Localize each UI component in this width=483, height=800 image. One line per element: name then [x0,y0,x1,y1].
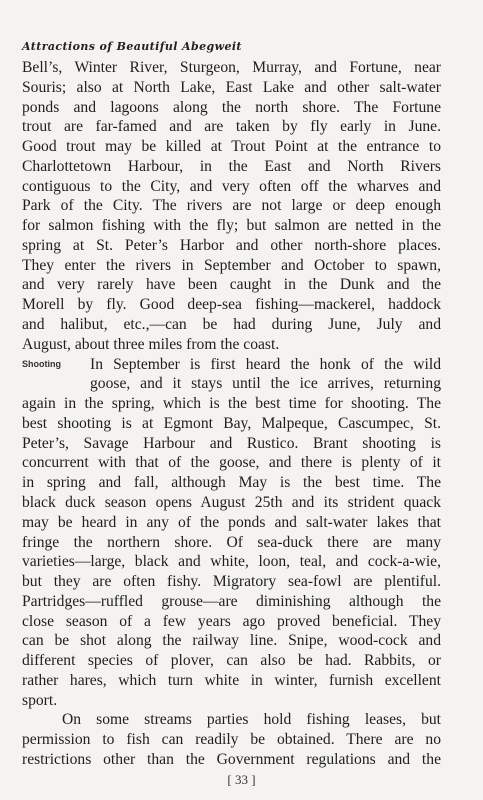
text-line: and halibut, etc.,—can be had during June, July and [22,316,441,334]
text-line: rather hares, which turn white in winter, furnish excellent [22,671,441,689]
text-line: Souris; also at North Lake, East Lake and other salt-water [22,78,441,96]
text-line: permission to fish can readily be obtained. There are no [22,731,441,749]
page-number: [ 33 ] [227,772,256,787]
text-line: contiguous to the City, and very often off the wharves and [22,177,441,195]
text-line: can be shot along the railway line. Snipe, wood-cock and [22,632,441,650]
text-line: best shooting is at Egmont Bay, Malpeque, Cascumpec, St. [22,414,441,432]
text-line: Peter’s, Savage Harbour and Rustico. Brant shooting is [22,434,441,452]
text-line: may be heard in any of the ponds and salt-water lakes that [22,513,441,531]
text-line: Partridges—ruffled grouse—are diminishing although the [22,592,441,610]
text-line: but they are often fishy. Migratory sea-fowl are plentiful. [22,573,441,591]
text-line: Park of the City. The rivers are not large or deep enough [22,197,441,215]
text-line: Charlottetown Harbour, in the East and North Rivers [22,157,441,175]
margin-note: Shooting [22,358,61,369]
text-line: black duck season opens August 25th and its strident quack [22,493,441,511]
text-line: in spring and fall, although May is the best time. The [22,474,441,492]
text-line: different species of plover, can also be had. Rabbits, or [22,652,441,670]
text-line: In September is first heard the honk of the wild [90,355,441,373]
text-line: sport. [22,691,58,709]
text-line: ponds and lagoons along the north shore. The Fortune [22,98,441,116]
text-line: Bell’s, Winter River, Sturgeon, Murray, and Fortune, near [22,59,441,76]
text-line: again in the spring, which is the best time for shooting. The [22,395,441,413]
text-line: goose, and it stays until the ice arrives, returning [90,375,441,393]
text-line: August, about three miles from the coast. [22,335,280,353]
text-line: They enter the rivers in September and October to spawn, [22,256,441,274]
text-line: On some streams parties hold fishing leases, but [62,711,441,729]
text-line: trout are far-famed and are taken by fly early in June. [22,118,441,136]
text-line: spring at St. Peter’s Harbor and other north-shore places. [22,236,441,254]
text-line: for salmon fishing with the fly; but salmon are netted in the [22,217,441,235]
text-line: close season of a few years ago proved beneficial. They [22,612,441,630]
running-head: Attractions of Beautiful Abegweit [22,40,242,53]
text-line: restrictions other than the Government regulations and the [22,751,441,768]
text-line: fringe the northern shore. Of sea-duck there are many [22,533,441,551]
text-line: Good trout may be killed at Trout Point at the entrance to [22,138,441,156]
text-line: varieties—large, black and white, loon, teal, and cock-a-wie, [22,553,441,571]
text-line: concurrent with that of the goose, and there is plenty of it [22,454,441,472]
text-line: Morell by fly. Good deep-sea fishing—mackerel, haddock [22,296,441,314]
text-line: and very rarely have been caught in the Dunk and the [22,276,441,294]
